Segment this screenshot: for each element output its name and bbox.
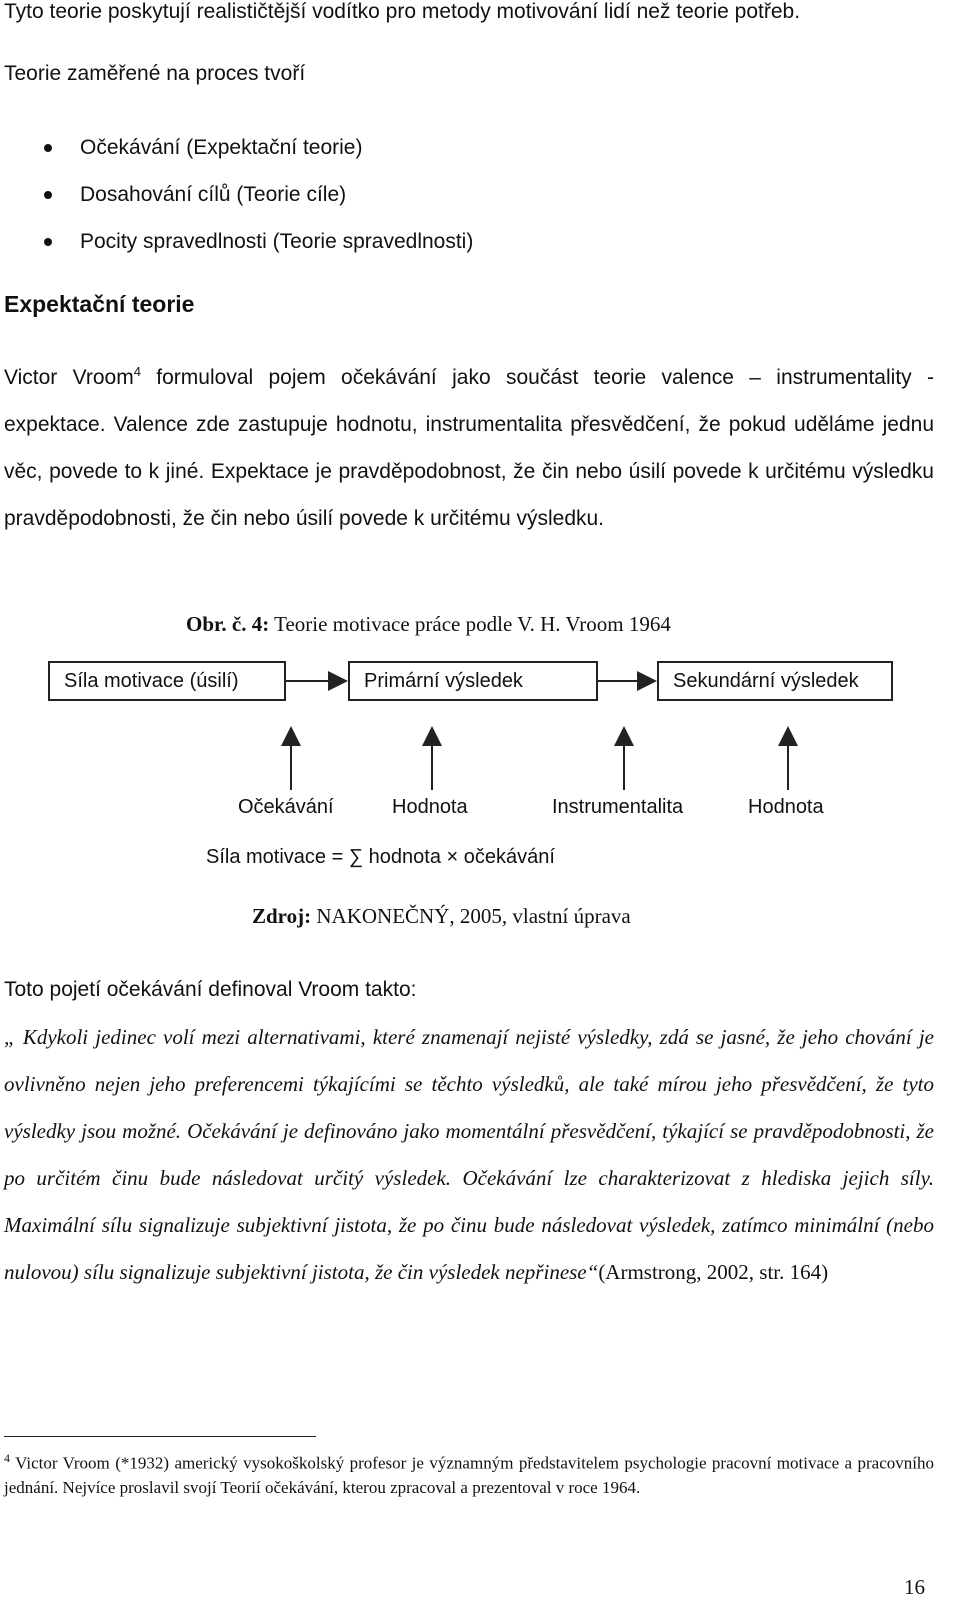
process-heading: Teorie zaměřené na proces tvoří xyxy=(4,62,306,85)
intro-line: Tyto teorie poskytují realističtější vodítko pro metody motivování lidí než teorie potřeb. xyxy=(4,0,801,23)
label-value-2: Hodnota xyxy=(748,796,824,818)
footnote-separator xyxy=(4,1436,316,1437)
footnote: $^4$ Victor Vroom (*1932) americký vysokoškolský profesor je významným představitelem psychologie pracovní motivace a pracovního jednání. Nejvíce proslavil svojí Teorií očekávání, kterou zpracoval a prezentoval v roce 1964. xyxy=(4,1451,934,1497)
diagram-arrows xyxy=(0,640,960,800)
label-expectancy: Očekávání xyxy=(238,796,334,818)
figure-source: Zdroj: NAKONEČNÝ, 2005, vlastní úprava xyxy=(252,904,631,928)
list-item: Pocity spravedlnosti (Teorie spravedlnosti) xyxy=(0,218,473,265)
box-primary-outcome: Primární výsledek xyxy=(348,661,598,701)
quote-citation: (Armstrong, 2002, str. 164) xyxy=(598,1260,829,1284)
footnote-number: 4 xyxy=(4,1451,10,1465)
expectancy-paragraph: Victor Vroom$^4$ formuloval pojem očekávání jako součást teorie valence – instrumentality - expektace. Valence zde zastupuje hodnotu, instrumentalita přesvědčení, že pokud uděláme jednu věc, povede to k jiné. Expektace je pravděpodobnost, že čin nebo úsilí povede k určitému výsledku pravděpodobnosti, že čin nebo úsilí povede k určitému výsledku. xyxy=(4,364,934,530)
motivation-formula: Síla motivace = ∑ hodnota × očekávání xyxy=(206,846,555,868)
section-heading: Expektační teorie xyxy=(4,291,195,317)
figure-caption: Obr. č. 4: Teorie motivace práce podle V. H. Vroom 1964 xyxy=(186,612,671,636)
label-instrumentality: Instrumentalita xyxy=(552,796,684,818)
quote-text: „ Kdykoli jedinec volí mezi alternativami, které znamenají nejisté výsledky, zdá se jasné, že jeho chování je ovlivněno nejen jeho preferencemi týkajícími se těchto výsledků, ale také mírou jeho přesvědčení, že tyto výsledky jsou možné. Očekávání je definováno jako momentální přesvědčení, týkající se pravděpodobnosti, že po určitém činu bude následovat určitý výsledek. Očekávání lze charakterizovat z hlediska jejich síly. Maximální sílu signalizuje subjektivní jistota, že po činu bude následovat výsledek, zatímco minimální (nebo nulovou) sílu signalizuje subjektivní jistota, že čin výsledek nepřinese“ xyxy=(4,1025,934,1284)
page-number: 16 xyxy=(904,1575,925,1599)
footnote-reference: 4 xyxy=(133,364,141,379)
bullet-icon xyxy=(44,238,52,246)
bullet-icon xyxy=(44,144,52,152)
list-item: Očekávání (Expektační teorie) xyxy=(0,124,473,171)
definition-intro: Toto pojetí očekávání definoval Vroom takto: xyxy=(4,978,417,1001)
box-secondary-outcome: Sekundární výsledek xyxy=(657,661,893,701)
vroom-quote xyxy=(4,1014,934,1296)
box-motivation-force: Síla motivace (úsilí) xyxy=(48,661,286,701)
label-value-1: Hodnota xyxy=(392,796,468,818)
process-list xyxy=(0,124,473,265)
bullet-icon xyxy=(44,191,52,199)
list-item: Dosahování cílů (Teorie cíle) xyxy=(0,171,473,218)
